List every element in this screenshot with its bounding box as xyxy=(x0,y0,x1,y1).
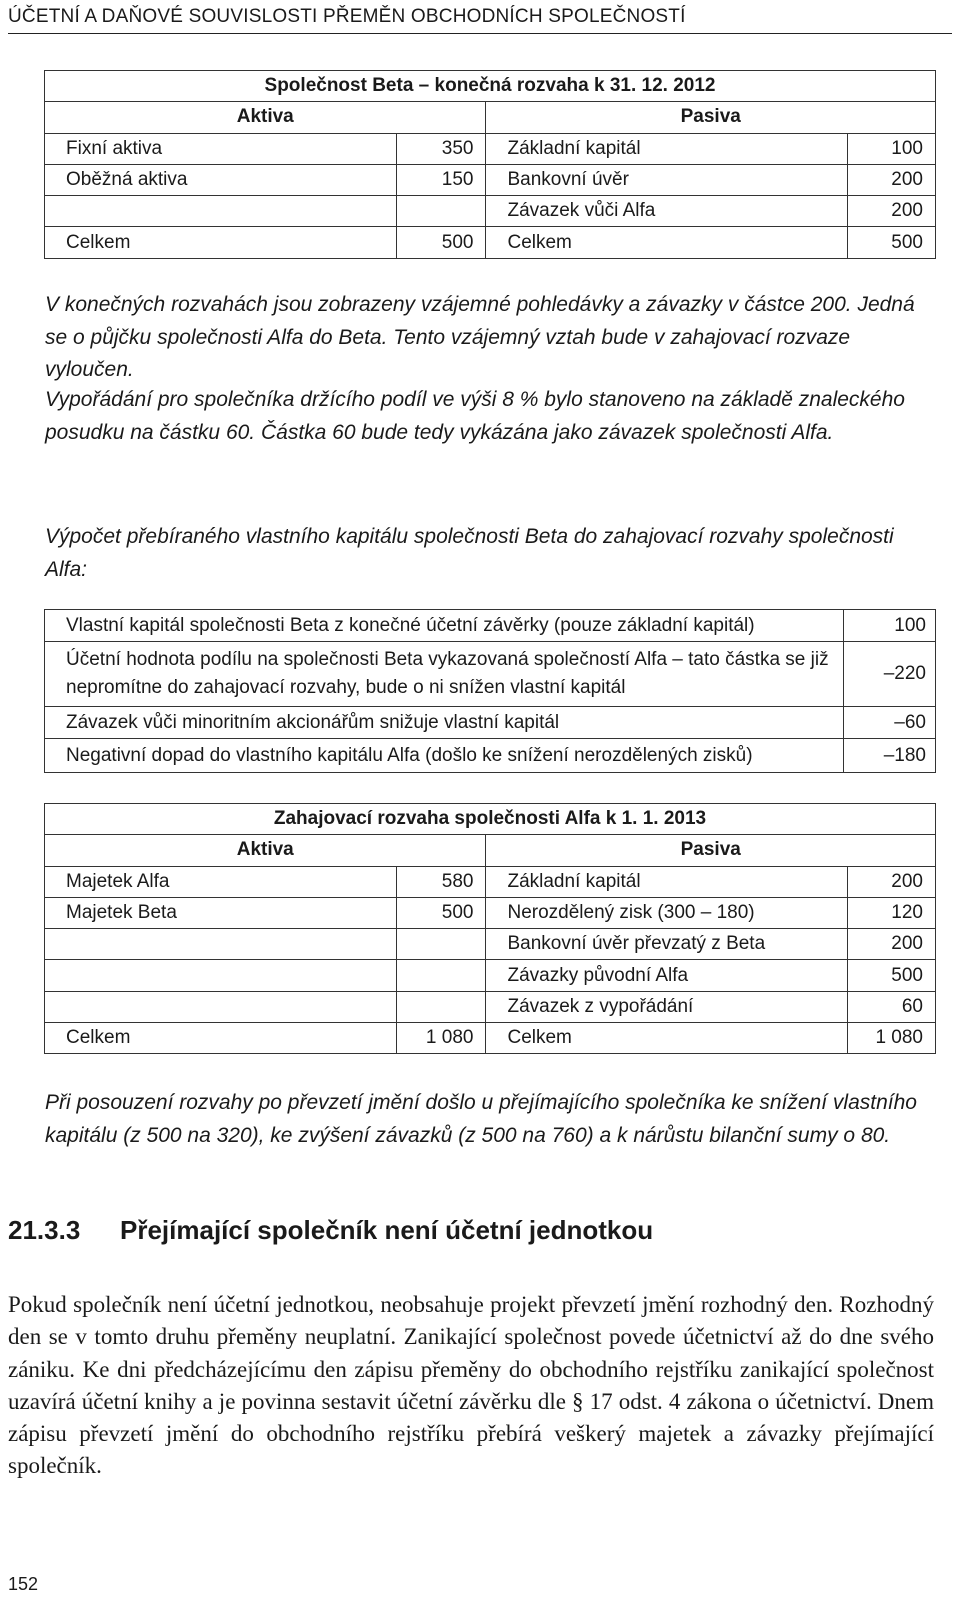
calc-row xyxy=(45,707,936,739)
alfa-asset-label: Majetek Beta xyxy=(45,897,397,928)
section-heading xyxy=(8,1215,653,1246)
beta-asset-label: Fixní aktiva xyxy=(45,133,397,164)
beta-row xyxy=(45,133,936,164)
alfa-liability-value: 120 xyxy=(848,897,936,928)
calc-label: Vlastní kapitál společnosti Beta z konečné účetní závěrky (pouze základní kapitál) xyxy=(45,610,844,642)
alfa-liability-value: 1 080 xyxy=(848,1023,936,1054)
beta-liability-label: Základní kapitál xyxy=(486,133,848,164)
calc-label: Účetní hodnota podílu na společnosti Beta vykazovaná společností Alfa – tato částka se již nepromítne do zahajovací rozvahy, bude o ni snížen vlastní kapitál xyxy=(45,642,844,707)
beta-row xyxy=(45,196,936,227)
alfa-asset-label xyxy=(45,991,397,1022)
assets-header: Aktiva xyxy=(45,102,486,133)
alfa-liabilities-header: Pasiva xyxy=(486,835,936,866)
beta-liability-value: 500 xyxy=(848,227,936,258)
beta-row xyxy=(45,227,936,258)
alfa-asset-value: 500 xyxy=(396,897,486,928)
liabilities-header: Pasiva xyxy=(486,102,936,133)
alfa-liability-value: 500 xyxy=(848,960,936,991)
beta-asset-value: 350 xyxy=(396,133,486,164)
paragraph-mutual-receivables: V konečných rozvahách jsou zobrazeny vzájemné pohledávky a závazky v částce 200. Jedná se o půjčku společnosti Alfa do Beta. Tento vzájemný vztah bude v zahajovací rozvaze vyloučen. xyxy=(45,293,915,381)
beta-row xyxy=(45,164,936,195)
alfa-table-title: Zahajovací rozvaha společnosti Alfa k 1. 1. 2013 xyxy=(45,804,936,835)
section-title: Přejímající společník není účetní jednotkou xyxy=(120,1215,654,1245)
running-header: ÚČETNÍ A DAŇOVÉ SOUVISLOSTI PŘEMĚN OBCHODNÍCH SPOLEČNOSTÍ xyxy=(8,6,952,34)
beta-asset-value xyxy=(396,196,486,227)
alfa-opening-balance-table xyxy=(44,803,936,1054)
calc-value: –180 xyxy=(844,739,936,773)
alfa-liability-label: Nerozdělený zisk (300 – 180) xyxy=(486,897,848,928)
alfa-row xyxy=(45,960,936,991)
alfa-liability-label: Základní kapitál xyxy=(486,866,848,897)
alfa-liability-value: 60 xyxy=(848,991,936,1022)
beta-liability-label: Bankovní úvěr xyxy=(486,164,848,195)
alfa-asset-label xyxy=(45,960,397,991)
paragraph-equity-calc-intro: Výpočet přebíraného vlastního kapitálu společnosti Beta do zahajovací rozvahy společnosti Alfa: xyxy=(45,525,894,581)
calc-label: Negativní dopad do vlastního kapitálu Alfa (došlo ke snížení nerozdělených zisků) xyxy=(45,739,844,773)
beta-liability-label: Celkem xyxy=(486,227,848,258)
alfa-asset-value: 1 080 xyxy=(396,1023,486,1054)
alfa-asset-label: Majetek Alfa xyxy=(45,866,397,897)
section-number: 21.3.3 xyxy=(8,1215,81,1245)
alfa-assets-header: Aktiva xyxy=(45,835,486,866)
beta-liability-label: Závazek vůči Alfa xyxy=(486,196,848,227)
alfa-row xyxy=(45,991,936,1022)
page-number: 152 xyxy=(8,1574,39,1594)
alfa-asset-value xyxy=(396,991,486,1022)
alfa-liability-label: Bankovní úvěr převzatý z Beta xyxy=(486,929,848,960)
alfa-row xyxy=(45,929,936,960)
beta-liability-value: 200 xyxy=(848,196,936,227)
beta-asset-label: Oběžná aktiva xyxy=(45,164,397,195)
beta-liability-value: 100 xyxy=(848,133,936,164)
alfa-liability-value: 200 xyxy=(848,866,936,897)
calc-row xyxy=(45,739,936,773)
calc-row xyxy=(45,610,936,642)
paragraph-assessment: Při posouzení rozvahy po převzetí jmění došlo u přejímajícího společníka ke snížení vlastního kapitálu (z 500 na 320), ke zvýšení závazků (z 500 na 760) a k nárůstu bilanční sumy o 80. xyxy=(45,1091,917,1147)
alfa-liability-label: Závazek z vypořádání xyxy=(486,991,848,1022)
beta-liability-value: 200 xyxy=(848,164,936,195)
beta-asset-value: 150 xyxy=(396,164,486,195)
beta-asset-value: 500 xyxy=(396,227,486,258)
alfa-liability-label: Celkem xyxy=(486,1023,848,1054)
calc-value: –220 xyxy=(844,642,936,707)
alfa-row xyxy=(45,1023,936,1054)
alfa-row xyxy=(45,897,936,928)
alfa-asset-label xyxy=(45,929,397,960)
alfa-asset-value xyxy=(396,929,486,960)
calc-value: 100 xyxy=(844,610,936,642)
beta-asset-label: Celkem xyxy=(45,227,397,258)
alfa-asset-value xyxy=(396,960,486,991)
calc-value: –60 xyxy=(844,707,936,739)
equity-calculation-table xyxy=(44,609,936,773)
alfa-liability-value: 200 xyxy=(848,929,936,960)
alfa-row xyxy=(45,866,936,897)
calc-label: Závazek vůči minoritním akcionářům snižuje vlastní kapitál xyxy=(45,707,844,739)
body-paragraph: Pokud společník není účetní jednotkou, neobsahuje projekt převzetí jmění rozhodný den. Rozhodný den se v tomto druhu přeměny neuplatní. Zanikající společnost povede účetnictví až do dne svého zániku. Ke dni předcházejícímu den zápisu přeměny do obchodního rejstříku zanikající společnost uzavírá účetní knihy a je povinna sestavit účetní závěrku dle § 17 odst. 4 zákona o účetnictví. Dnem zápisu převzetí jmění do obchodního rejstříku přebírá veškerý majetek a závazky přejímající společník. xyxy=(8,1292,934,1479)
calc-row xyxy=(45,642,936,707)
beta-table-title: Společnost Beta – konečná rozvaha k 31. 12. 2012 xyxy=(45,71,936,102)
alfa-asset-value: 580 xyxy=(396,866,486,897)
beta-balance-table xyxy=(44,70,936,259)
alfa-liability-label: Závazky původní Alfa xyxy=(486,960,848,991)
alfa-asset-label: Celkem xyxy=(45,1023,397,1054)
beta-asset-label xyxy=(45,196,397,227)
paragraph-settlement: Vypořádání pro společníka držícího podíl ve výši 8 % bylo stanoveno na základě znaleckého posudku na částku 60. Částka 60 bude tedy vykázána jako závazek společnosti Alfa. xyxy=(45,388,905,444)
